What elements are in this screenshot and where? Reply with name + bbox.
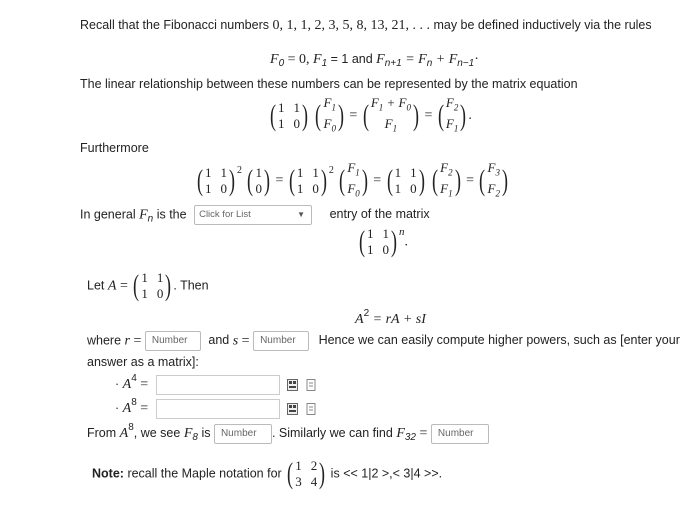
in-general-pre: In general [80,207,136,222]
f32-sub: 32 [404,432,416,443]
note-label: Note: [92,466,124,481]
a4-exp: 4 [131,373,137,384]
maple-notation: << 1|2 >,< 3|4 >>. [343,466,443,481]
note-text: recall the Maple notation for [127,466,282,481]
rule-f0-sub: 0 [278,58,285,69]
a-squared-exp: 2 [363,308,370,319]
vector-f3-f2: ( $F_3$ $F_2$ ) [479,160,508,199]
a-squared-rhs: = rA + sI [369,312,426,327]
f32-placeholder: Number [437,427,474,439]
a4-eq: = [136,377,149,392]
matrix-a: ( 1 1 1 0 ) [133,269,172,302]
from-a-symbol: A [119,426,129,441]
similarly-text: . Similarly we can find [271,426,393,440]
matrix-q-n: ( 1 1 1 0 ) $^n$ [359,225,405,258]
a8-matrix-input[interactable] [156,399,280,419]
matrix-q-squared-a: ( 1 1 1 0 ) $^2$ [197,163,242,197]
note-is: is [330,466,340,481]
hence-text: Hence we can easily compute higher powers, such as [enter your [318,333,680,348]
fib-sequence: 0, 1, 1, 2, 3, 5, 8, 13, 21, . . . [272,18,430,33]
a4-matrix-input[interactable] [156,375,280,395]
answer-as-matrix: answer as a matrix]: [87,355,199,369]
a-squared-lhs: A [355,312,364,327]
preview-icon[interactable] [306,379,317,391]
a-squared-eq [355,308,426,328]
note-line [92,458,442,490]
f8-symbol: F [183,426,193,441]
vector-f2-f1: ( $F_2$ $F_1$ ) [437,95,467,134]
rule-plus: + F [432,52,458,67]
matrix-palette-icon[interactable] [287,403,298,415]
vector-f2-f1-b: ( $F_2$ $F_1$ ) [432,160,461,199]
dropdown-value: Click for List [199,209,251,220]
vector-1-0: ( 1 0 ) [247,163,270,197]
fib-rule [270,52,479,69]
r-input[interactable] [145,331,201,351]
r-placeholder: Number [151,335,188,346]
preview-icon[interactable] [306,403,317,415]
a8-row: · $A^8$ = [115,397,317,419]
where-label: where [87,333,122,348]
vector-f1-f0: ( $F_1$ $F_0$ ) [315,95,344,134]
entry-dropdown[interactable] [194,205,312,225]
matrix-equation-2: ( 1 1 1 0 ) $^2$ ( 1 0 ) = ( 1 1 1 0 ) $^2$ ( $F_1$ $F_0$ ) = ( 1 1 1 0 ) ( $F_2$ $F_1$ ) = ( $F_3$ $F_2$ ) [195,160,510,201]
s-placeholder: Number [260,335,296,346]
rule-rhs: = F [401,52,427,67]
a8-exp: 8 [131,397,137,408]
then-label: . Then [173,278,209,293]
rule-f1-sub: 1 [321,58,328,69]
matrix-q-power-n: ( 1 1 1 0 ) $^n$ . [359,225,408,258]
s-symbol: s [232,333,239,349]
from-label: From [87,426,117,440]
rule-eq1: = 1 and [327,52,377,66]
in-general-line [80,205,430,225]
s-eq: = [238,333,254,349]
f8-sub: 8 [192,432,198,443]
intro-tail: may be defined inductively via the rules [433,18,652,32]
matrix-equation-1: ( 1 1 1 0 ) ( $F_1$ $F_0$ ) = ( $F_1 + F_0$ $F_1$ ) = ( $F_2$ $F_1$ ) . [268,95,472,136]
rule-rhs-sub1: n [426,58,433,69]
is-label: is [201,426,211,440]
r-symbol: r [124,333,130,349]
rule-lhs: F [376,52,385,67]
from-a8-line [87,422,489,444]
f32-eq: = [416,426,431,441]
s-input[interactable] [253,331,309,351]
matrix-q-c: ( 1 1 1 0 ) [386,163,425,197]
matrix-q: ( 1 1 1 0 ) [270,98,308,132]
matrix-q-squared-b: ( 1 1 1 0 ) $^2$ [288,163,334,197]
matrix-palette-icon[interactable] [287,379,298,391]
in-general-is-the: is the [156,207,187,222]
linear-text: The linear relationship between these numbers can be represented by the matrix equation [80,77,578,91]
let-a-line [87,270,209,302]
where-line [87,331,680,351]
r-eq: = [129,333,145,349]
f32-input[interactable] [431,424,489,444]
f8-input[interactable] [214,424,272,444]
and-label: and [208,333,230,348]
rule-dot: · [474,52,479,67]
vector-sum: ( $F_1 + F_0$ $F_1$ ) [362,95,419,134]
rule-eq0: = 0, [284,52,314,67]
rule-rhs-sub2: n−1 [457,58,475,69]
a8-eq: = [136,401,149,416]
rule-lhs-sub: n+1 [384,58,402,69]
f32-symbol: F [396,426,405,441]
a4-symbol: A [122,377,132,392]
let-eq: = [116,278,132,294]
rule-f1: F [313,52,322,67]
a4-row: · $A^4$ = [115,373,317,395]
rule-f0: F [270,52,279,67]
in-general-fn: F [139,207,148,223]
in-general-post: entry of the matrix [329,207,430,222]
let-label: Let [87,278,105,293]
f8-placeholder: Number [220,427,257,439]
in-general-fn-sub: n [147,213,154,225]
a8-symbol: A [122,401,132,416]
we-see-label: , we see [133,426,181,440]
vector-f1-f0-b: ( $F_1$ $F_0$ ) [339,160,368,199]
intro-line [80,18,652,34]
chevron-down-icon: ▼ [297,210,306,219]
from-a-exp: 8 [128,422,134,433]
matrix-1234: ( 1 2 3 4 ) [287,457,326,490]
intro-text: Recall that the Fibonacci numbers [80,18,269,32]
let-a-symbol: A [107,278,117,294]
furthermore-label: Furthermore [80,141,149,155]
